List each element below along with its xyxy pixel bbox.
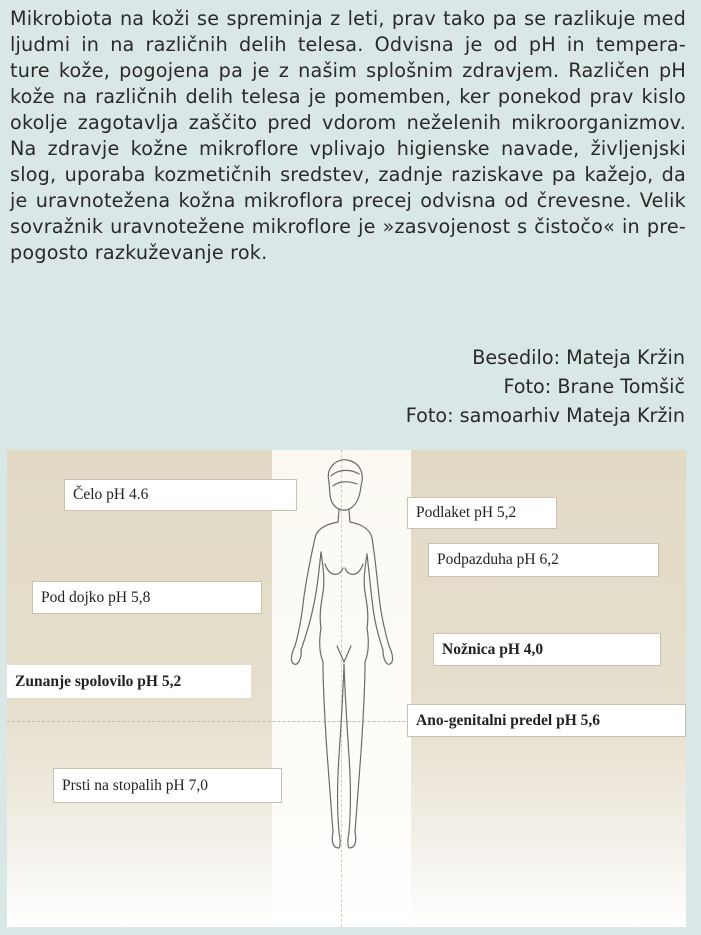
- article-line: kože na različnih delih telesa je pomemben, ker ponekod prav kislo: [10, 85, 686, 108]
- body-outline-illustration: [277, 456, 407, 856]
- article-text: [10, 6, 686, 266]
- article-line: Na zdravje kožne mikroflore vplivajo higienske navade, življenjski: [10, 137, 686, 160]
- label-podlaket: Podlaket pH 5,2: [407, 497, 557, 529]
- article-line: pogosto razkuževanje rok.: [10, 241, 268, 264]
- credits: [406, 343, 685, 430]
- article-line: je uravnotežena kožna mikroflora precej odvisna od črevesne. Velik: [10, 189, 686, 212]
- label-prsti-stopal: Prsti na stopalih pH 7,0: [53, 768, 282, 803]
- article-line: Mikrobiota na koži se spreminja z leti, prav tako pa se razlikuje med: [10, 7, 686, 30]
- article-line: slog, uporaba kozmetičnih sredstev, zadnje raziskave pa kažejo, da: [10, 163, 686, 186]
- article-line: ture kože, pogojena pa je z našim splošnim zdravjem. Različen pH: [10, 59, 686, 82]
- label-zunanje-spolovilo: Zunanje spolovilo pH 5,2: [7, 665, 251, 698]
- photo-archive-credit: Foto: samoarhiv Mateja Kržin: [405, 404, 685, 427]
- skin-ph-figure: [7, 450, 686, 927]
- article-line: sovražnik uravnotežene mikroflore je »zasvojenost s čistočo« in pre-: [10, 215, 686, 238]
- label-pod-dojko: Pod dojko pH 5,8: [32, 581, 262, 614]
- label-celo: Čelo pH 4.6: [64, 479, 297, 511]
- article-line: okolje zagotavlja zaščito pred vdorom neželenih mikroorganizmov.: [10, 111, 686, 134]
- photo-credit: Foto: Brane Tomšič: [503, 375, 685, 398]
- text-credit: Besedilo: Mateja Kržin: [472, 346, 685, 369]
- label-noznica: Nožnica pH 4,0: [433, 633, 661, 666]
- label-ano-genitalni: Ano-genitalni predel pH 5,6: [407, 704, 686, 737]
- article-line: ljudmi in na različnih delih telesa. Odvisna je od pH in tempera-: [10, 33, 686, 56]
- label-podpazduha: Podpazduha pH 6,2: [428, 543, 659, 577]
